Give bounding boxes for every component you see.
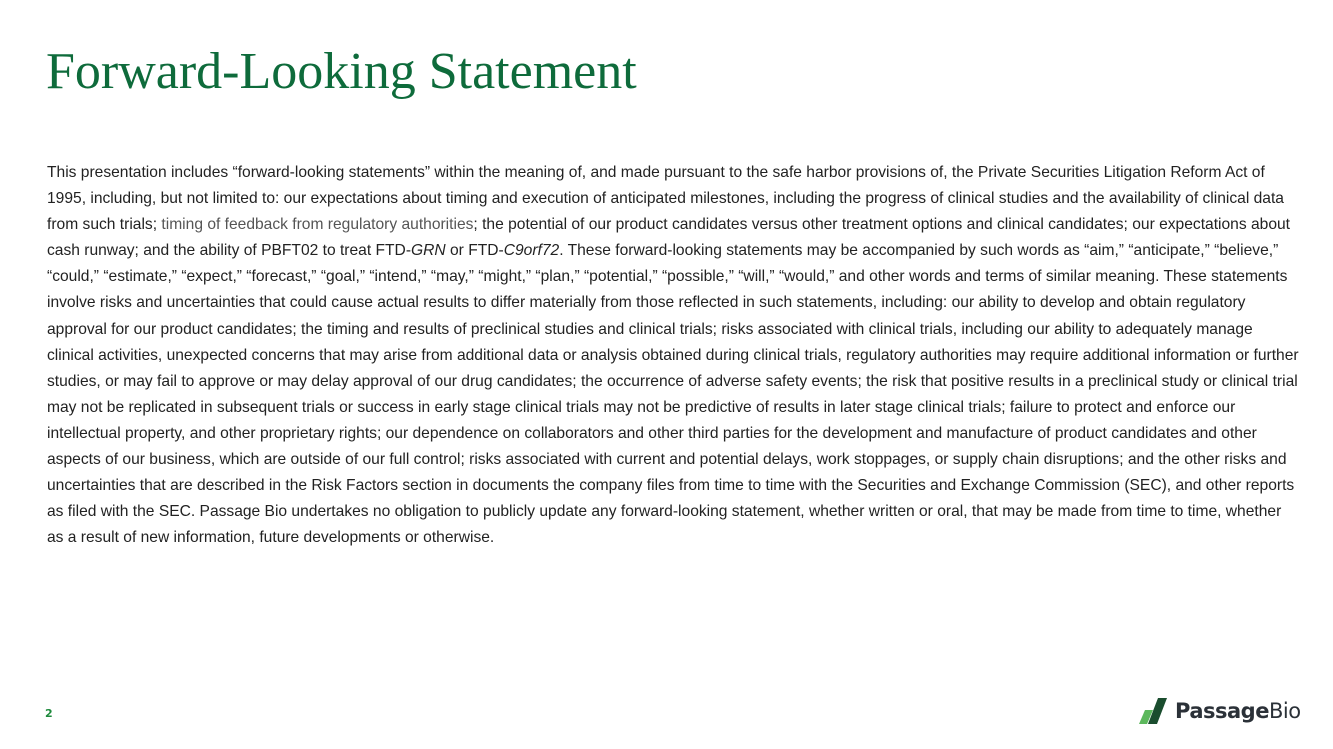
passage-bio-wordmark <box>1175 699 1301 723</box>
page-number: 2 <box>45 707 53 720</box>
statement-regulatory-feedback: timing of feedback from regulatory authorities <box>161 216 474 234</box>
statement-part-3: ; the potential of our product candidates versus other treatment options and clinical candidates; our expectations about cash runway; and the ability of PBFT02 to treat FTD- <box>47 216 1290 260</box>
gene-c9orf72: C9orf72 <box>503 242 560 260</box>
logo-word-passage: Passage <box>1175 699 1269 723</box>
statement-part-4: or FTD- <box>445 242 504 260</box>
statement-part-5: . These forward-looking statements may be accompanied by such words as “aim,” “anticipate,” “believe,” “could,” “estimate,” “expect,” “forecast,” “goal,” “intend,” “may,” “might,” “plan,” “potential,” “possible,” “will,” “would,” and other words and terms of similar meaning. These statements involve risks and uncertainties that could cause actual results to differ materially from those reflected in such statements, including: our ability to develop and obtain regulatory approval for our product candidates; the timing and results of preclinical studies and clinical trials; risks associated with clinical trials, including our ability to adequately manage clinical activities, unexpected concerns that may arise from additional data or analysis obtained during clinical trials, regulatory authorities may require additional information or further studies, or may fail to approve or may delay approval of our drug candidates; the occurrence of adverse safety events; the risk that positive results in a preclinical study or clinical trial may not be replicated in subsequent trials or success in early stage clinical trials may not be predictive of results in later stage clinical trials; failure to protect and enforce our intellectual property, and other proprietary rights; our dependence on collaborators and other third parties for the development and manufacture of product candidates and other aspects of our business, which are outside of our full control; risks associated with current and potential delays, work stoppages, or supply chain disruptions; and the other risks and uncertainties that are described in the Risk Factors section in documents the company files from time to time with the Securities and Exchange Commission (SEC), and other reports as filed with the SEC. Passage Bio undertakes no obligation to publicly update any forward-looking statement, whether written or oral, that may be made from time to time, whether as a result of new information, future developments or otherwise. <box>47 242 1299 547</box>
gene-grn: GRN <box>411 242 446 260</box>
forward-looking-statement-text <box>47 160 1299 551</box>
logo-word-bio: Bio <box>1268 699 1301 723</box>
passage-bio-logo <box>1139 697 1301 725</box>
passage-bio-logo-icon <box>1139 698 1167 724</box>
slide-title: Forward-Looking Statement <box>46 43 637 100</box>
statement-part-1: This presentation includes “forward-looking statements” within the meaning of, and made pursuant to the safe harbor provisions of, the Private Securities Litigation Reform Act of 1995, including, but not limited to: our expectations about timing and execution of anticipated milestones, including the progress of clinical studies and the availability of clinical data from such trials; <box>47 164 1284 234</box>
